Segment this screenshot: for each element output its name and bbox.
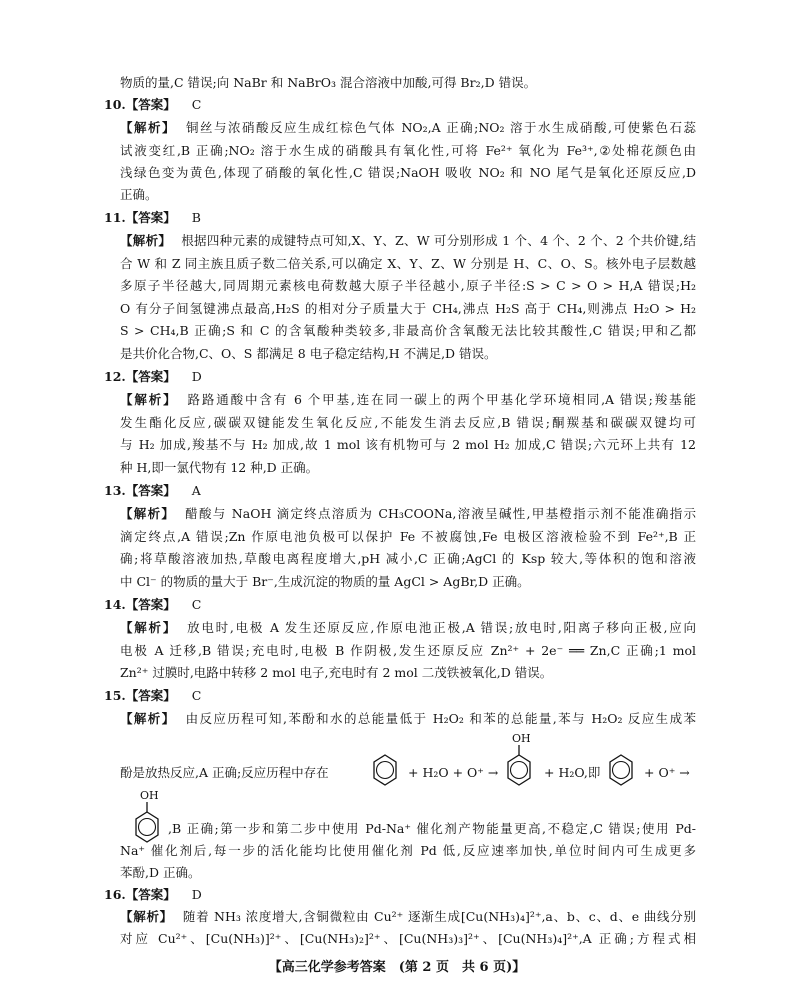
explanation-text: 由反应历程可知,苯酚和水的总能量低于 H₂O₂ 和苯的总能量,苯与 H₂O₂ 反应生成苯 bbox=[185, 711, 696, 726]
text-line: S > CH₄,B 正确;S 和 C 的含氧酸种类较多,非最高价含氧酸无法比较其酸性,C 错误;甲和乙都 bbox=[120, 323, 696, 338]
question-number: 11. bbox=[104, 210, 126, 225]
explanation-tag: 【解析】 bbox=[120, 506, 176, 521]
text-line: Zn²⁺ 过膜时,电路中转移 2 mol 电子,充电时有 2 mol 二茂铁被氧化,D 错误。 bbox=[120, 665, 553, 680]
explanation-line bbox=[120, 505, 696, 523]
text-line: ,B 正确;第一步和第二步中使用 Pd-Na⁺ 催化剂产物能量更高,不稳定,C 错误;使用 Pd- bbox=[168, 821, 696, 836]
question-13-header bbox=[104, 482, 201, 500]
explanation-line bbox=[120, 908, 696, 926]
text-line: 确;将草酸溶液加热,草酸电离程度增大,pH 减小,C 正确;AgCl 的 Ksp 较大,等体积的饱和溶液 bbox=[120, 551, 696, 566]
question-number: 10. bbox=[104, 97, 126, 112]
text-line: O 有分子间氢键沸点最高,H₂S 的相对分子质量大于 CH₄,沸点 H₂S 高于 CH₄,则沸点 H₂O > H₂ bbox=[120, 301, 696, 316]
text-line: 中 Cl⁻ 的物质的量大于 Br⁻,生成沉淀的物质的量 AgCl > AgBr,D 正确。 bbox=[120, 574, 530, 589]
text-line: 多原子半径越大,同周期元素核电荷数越大原子半径越小,原子半径:S > C > O > H,A 错误;H₂ bbox=[120, 278, 696, 293]
question-15-header bbox=[104, 687, 201, 705]
question-14-header bbox=[104, 596, 201, 614]
explanation-line bbox=[120, 232, 696, 250]
answer-tag: 【答案】 bbox=[125, 369, 176, 384]
answer-tag: 【答案】 bbox=[125, 688, 176, 703]
text-line: Na⁺ 催化剂后,每一步的活化能均比使用催化剂 Pd 低,反应速率加快,单位时间内可生成更多 bbox=[120, 843, 696, 858]
explanation-text: 根据四种元素的成键特点可知,X、Y、Z、W 可分别形成 1 个、4 个、2 个、2 个共价键,结 bbox=[181, 233, 696, 248]
question-11-header bbox=[104, 209, 201, 227]
answer-tag: 【答案】 bbox=[125, 483, 176, 498]
explanation-line bbox=[120, 619, 696, 637]
explanation-tag: 【解析】 bbox=[120, 909, 173, 924]
phenol-icon bbox=[506, 745, 532, 787]
explanation-text: 醋酸与 NaOH 滴定终点溶质为 CH₃COONa,溶液呈碱性,甲基橙指示剂不能准确指示 bbox=[185, 506, 696, 521]
answer-tag: 【答案】 bbox=[125, 887, 176, 902]
question-number: 12. bbox=[104, 369, 126, 384]
text-line: 试液变红,B 正确;NO₂ 溶于水生成的硝酸具有氧化性,可将 Fe²⁺ 氧化为 Fe³⁺,②处棉花颜色由 bbox=[120, 143, 696, 158]
text-line: 浅绿色变为黄色,体现了硝酸的氧化性,C 错误;NaOH 吸收 NO₂ 和 NO 尾气是氧化还原反应,D bbox=[120, 165, 696, 180]
phenol-icon bbox=[134, 802, 160, 844]
text-line: 正确。 bbox=[120, 187, 158, 202]
text-line: 物质的量,C 错误;向 NaBr 和 NaBrO₃ 混合溶液中加酸,可得 Br₂,D 错误。 bbox=[120, 75, 537, 90]
question-10-header bbox=[104, 96, 201, 114]
question-number: 16. bbox=[104, 887, 126, 902]
text-line: 苯酚,D 正确。 bbox=[120, 865, 201, 880]
explanation-text: 放电时,电极 A 发生还原反应,作原电池正极,A 错误;放电时,阳离子移向正极,应向 bbox=[187, 620, 696, 635]
explanation-line bbox=[120, 119, 696, 137]
explanation-text: 路路通酸中含有 6 个甲基,连在同一碳上的两个甲基化学环境相同,A 错误;羧基能 bbox=[187, 392, 696, 407]
question-12-header bbox=[104, 368, 202, 386]
answer-value: C bbox=[191, 688, 202, 703]
text-line: 酚是放热反应,A 正确;反应历程中存在 bbox=[120, 765, 329, 780]
text-line: 发生酯化反应,碳碳双键能发生氧化反应,不能发生消去反应,B 错误;酮羰基和碳碳双键均可 bbox=[120, 415, 696, 430]
benzene-icon bbox=[372, 753, 398, 787]
question-number: 13. bbox=[104, 483, 126, 498]
answer-value: D bbox=[191, 369, 202, 384]
text-line: 与 H₂ 加成,羧基不与 H₂ 加成,故 1 mol 该有机物可与 2 mol H₂ 加成,C 错误;六元环上共有 12 bbox=[120, 437, 696, 452]
hydroxyl-label: OH bbox=[512, 732, 531, 745]
text-line: 种 H,即一氯代物有 12 种,D 正确。 bbox=[120, 460, 319, 475]
answer-value: C bbox=[191, 597, 202, 612]
text-line: 电极 A 迁移,B 错误;充电时,电极 B 作阴极,发生还原反应 Zn²⁺ + 2e⁻ ══ Zn,C 正确;1 mol bbox=[120, 643, 696, 658]
equation-text: + H₂O,即 bbox=[544, 765, 601, 780]
explanation-tag: 【解析】 bbox=[120, 392, 178, 407]
benzene-icon bbox=[608, 753, 634, 787]
explanation-text: 铜丝与浓硝酸反应生成红棕色气体 NO₂,A 正确;NO₂ 溶于水生成硝酸,可使紫色石蕊 bbox=[186, 120, 696, 135]
equation-text: + H₂O + O⁺ → bbox=[408, 765, 499, 780]
explanation-tag: 【解析】 bbox=[120, 233, 172, 248]
text-line: 对应 Cu²⁺、[Cu(NH₃)]²⁺、[Cu(NH₃)₂]²⁺、[Cu(NH₃)₃]²⁺、[Cu(NH₃)₄]²⁺,A 正确;方程式相 bbox=[120, 931, 696, 946]
answer-value: B bbox=[191, 210, 201, 225]
text-line: 滴定终点,A 错误;Zn 作原电池负极可以保护 Fe 不被腐蚀,Fe 电极区溶液检验不到 Fe²⁺,B 正 bbox=[120, 529, 696, 544]
answer-tag: 【答案】 bbox=[125, 210, 176, 225]
answer-tag: 【答案】 bbox=[125, 97, 176, 112]
equation-text: + O⁺ → bbox=[644, 765, 690, 780]
explanation-line bbox=[120, 710, 696, 728]
question-16-header bbox=[104, 886, 202, 904]
answer-value: C bbox=[191, 97, 202, 112]
question-number: 14. bbox=[104, 597, 126, 612]
explanation-tag: 【解析】 bbox=[120, 711, 176, 726]
explanation-line bbox=[120, 391, 696, 409]
answer-value: A bbox=[191, 483, 201, 498]
text-line: 是共价化合物,C、O、S 都满足 8 电子稳定结构,H 不满足,D 错误。 bbox=[120, 346, 497, 361]
explanation-tag: 【解析】 bbox=[120, 120, 176, 135]
page-footer: 【高三化学参考答案 (第 2 页 共 6 页)】 bbox=[268, 960, 526, 975]
text-line: 合 W 和 Z 同主族且质子数二倍关系,可以确定 X、Y、Z、W 分别是 H、C、O、S。核外电子层数越 bbox=[120, 256, 696, 271]
answer-tag: 【答案】 bbox=[125, 597, 176, 612]
explanation-tag: 【解析】 bbox=[120, 620, 178, 635]
explanation-text: 随着 NH₃ 浓度增大,含铜微粒由 Cu²⁺ 逐渐生成[Cu(NH₃)₄]²⁺,a、b、c、d、e 曲线分别 bbox=[182, 909, 696, 924]
hydroxyl-label: OH bbox=[140, 789, 159, 802]
answer-value: D bbox=[191, 887, 202, 902]
question-number: 15. bbox=[104, 688, 126, 703]
